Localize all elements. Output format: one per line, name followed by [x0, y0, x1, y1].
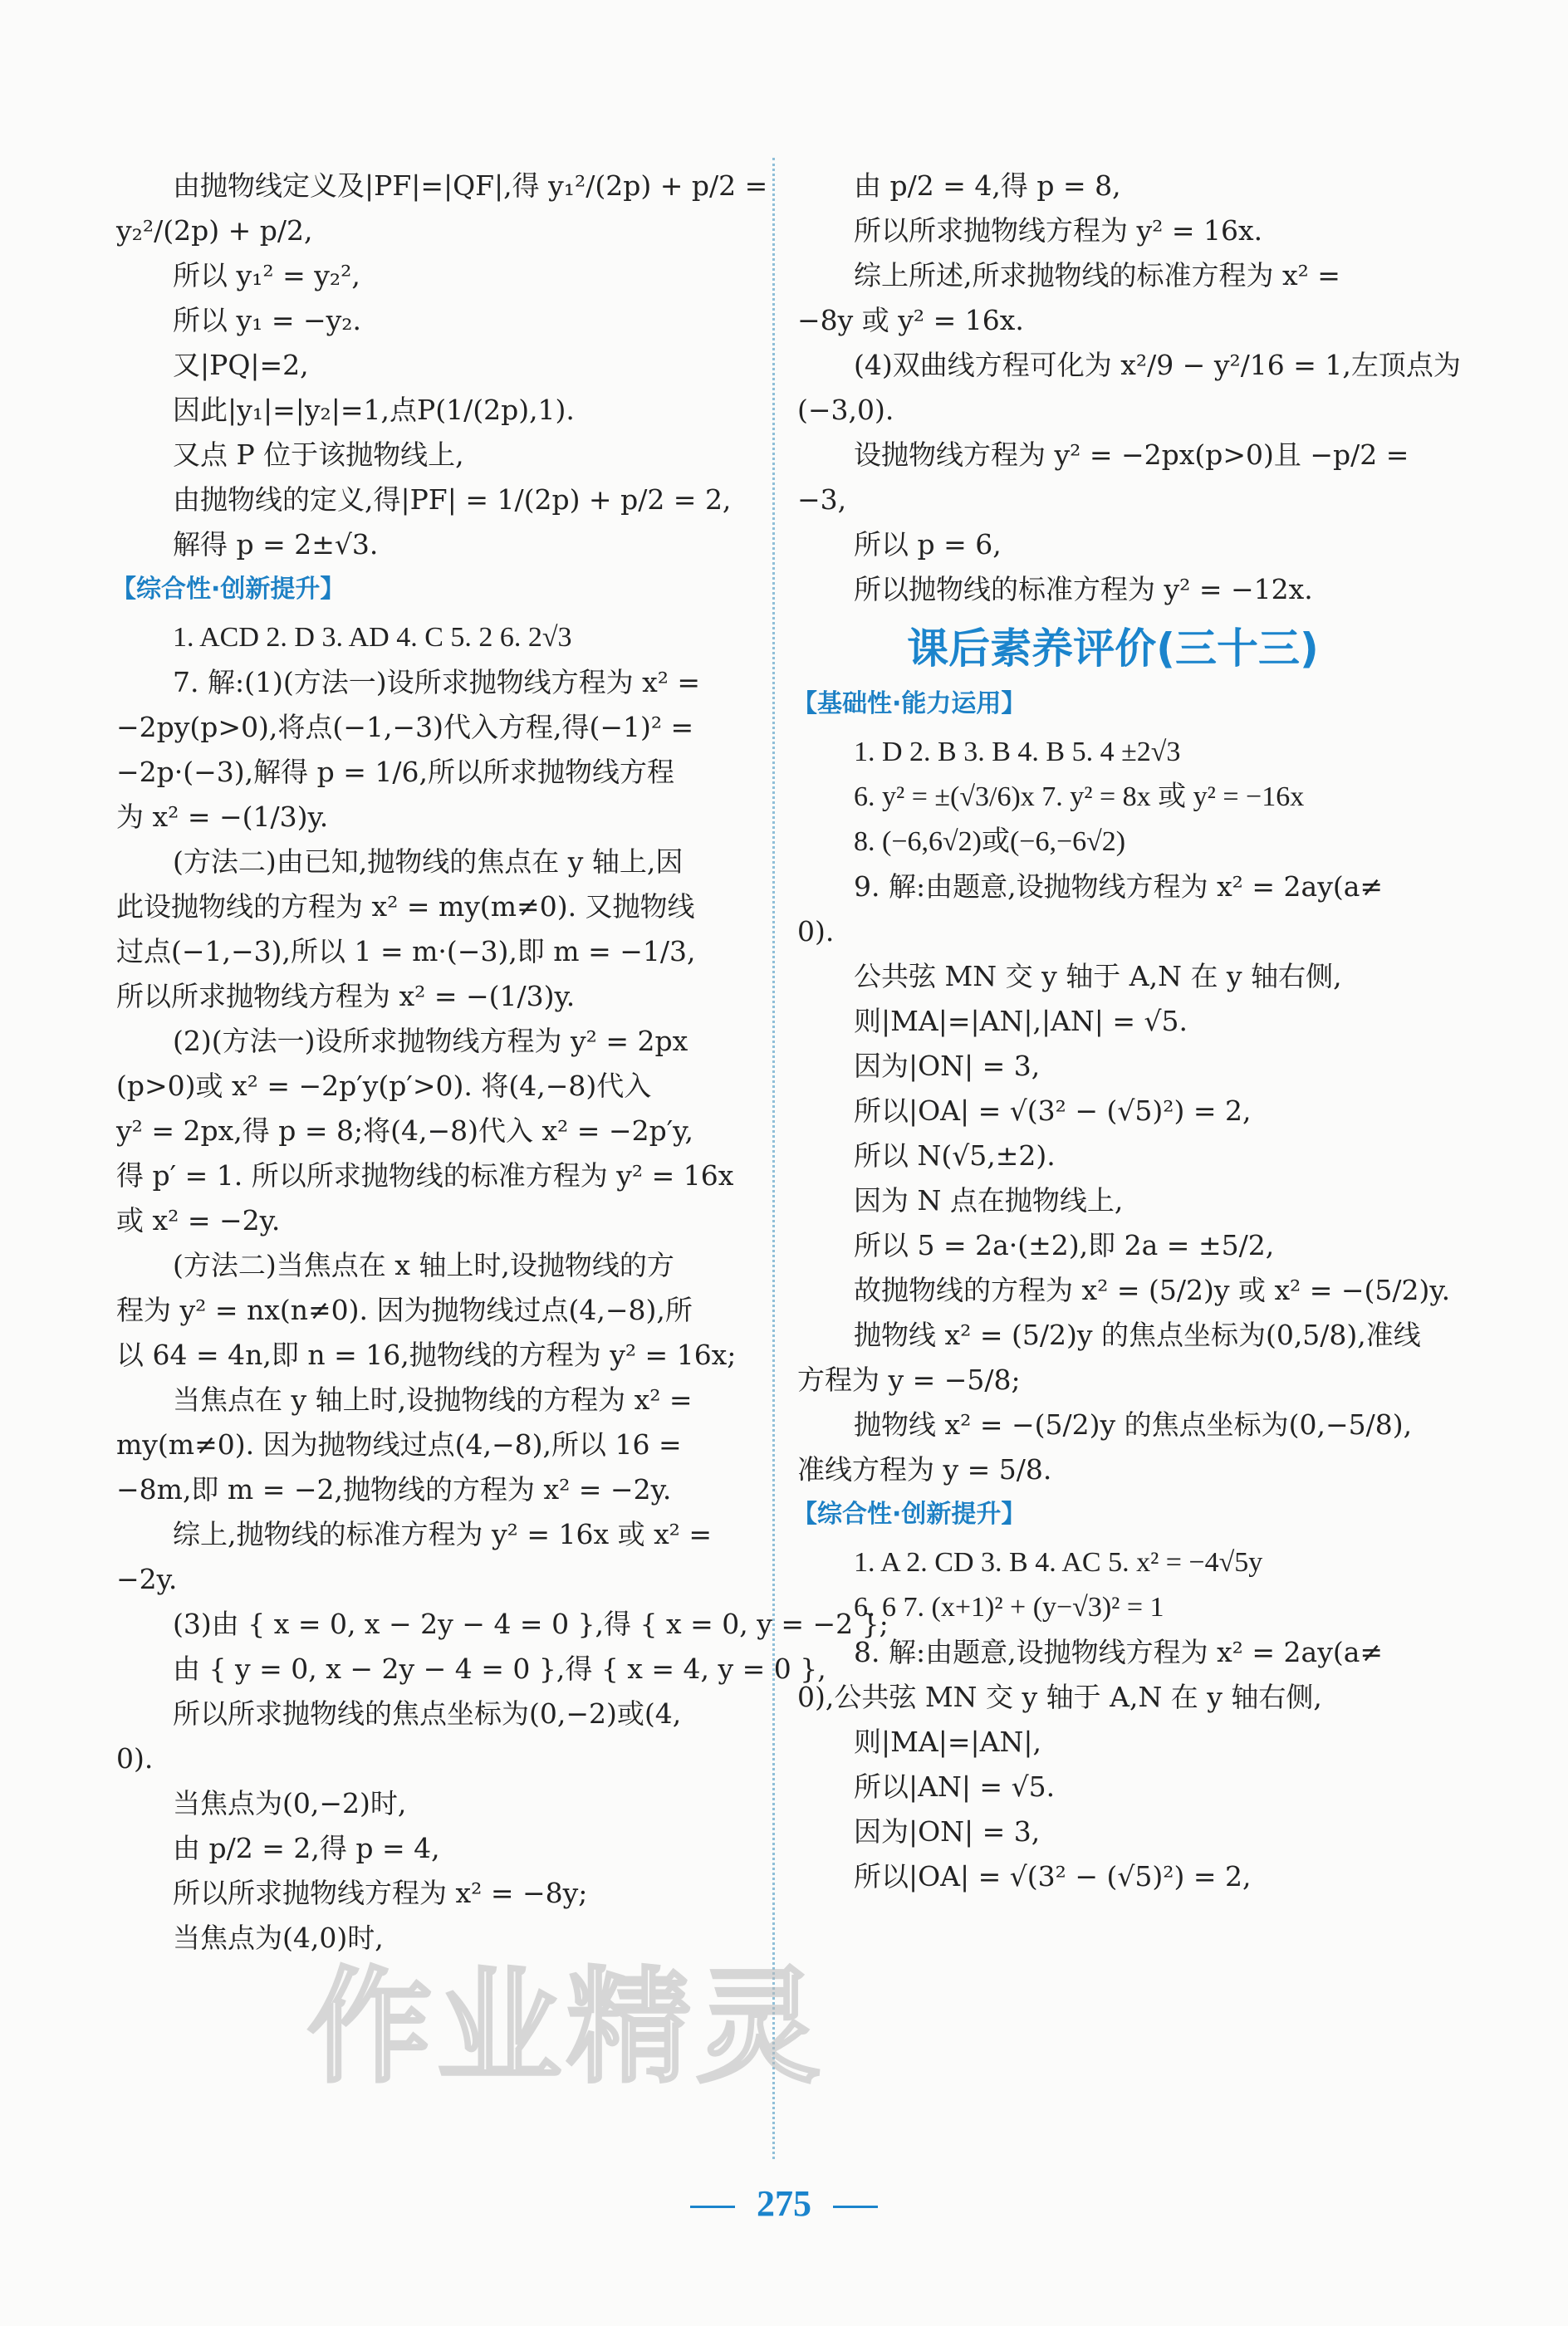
text-line: 故抛物线的方程为 x² = (5/2)y 或 x² = −(5/2)y.: [854, 1274, 1451, 1306]
text-line: 由 { y = 0, x − 2y − 4 = 0 },得 { x = 4, y = 0 },: [173, 1653, 826, 1685]
text-line: 抛物线 x² = −(5/2)y 的焦点坐标为(0,−5/8),: [854, 1408, 1413, 1441]
text-line: 所以所求抛物线方程为 y² = 16x.: [854, 214, 1263, 247]
text-line: 解得 p = 2±√3.: [173, 528, 379, 561]
answer-line: 6. y² = ±(√3/6)x 7. y² = 8x 或 y² = −16x: [854, 781, 1305, 812]
text-line: 0),公共弦 MN 交 y 轴于 A,N 在 y 轴右侧,: [797, 1681, 1322, 1713]
text-line: (−3,0).: [797, 394, 894, 426]
text-line: 抛物线 x² = (5/2)y 的焦点坐标为(0,5/8),准线: [854, 1319, 1421, 1351]
text-line: 方程为 y = −5/8;: [797, 1364, 1021, 1396]
text-line: 由抛物线的定义,得|PF| = 1/(2p) + p/2 = 2,: [173, 483, 732, 516]
text-line: 又|PQ|=2,: [173, 349, 309, 381]
text-line: 由抛物线定义及|PF|=|QF|,得 y₁²/(2p) + p/2 =: [173, 169, 768, 202]
text-line: 所以 N(√5,±2).: [854, 1139, 1056, 1172]
text-line: 0).: [116, 1742, 154, 1775]
text-line: −8y 或 y² = 16x.: [797, 304, 1024, 336]
text-line: −8m,即 m = −2,抛物线的方程为 x² = −2y.: [116, 1473, 672, 1506]
text-line: −2y.: [116, 1563, 178, 1595]
text-line: 由 p/2 = 2,得 p = 4,: [173, 1832, 440, 1864]
text-line: 所以|OA| = √(3² − (√5)²) = 2,: [854, 1860, 1252, 1893]
text-line: 所以 y₁² = y₂²,: [173, 259, 360, 291]
text-line: 以 64 = 4n,即 n = 16,抛物线的方程为 y² = 16x;: [116, 1339, 737, 1371]
text-line: 公共弦 MN 交 y 轴于 A,N 在 y 轴右侧,: [854, 960, 1342, 992]
text-line: 所以|AN| = √5.: [854, 1770, 1056, 1803]
text-line: 为 x² = −(1/3)y.: [116, 801, 329, 833]
text-line: 当焦点为(4,0)时,: [173, 1922, 384, 1954]
text-line: y² = 2px,得 p = 8;将(4,−8)代入 x² = −2p′y,: [116, 1114, 693, 1147]
text-line: 此设抛物线的方程为 x² = my(m≠0). 又抛物线: [116, 890, 695, 923]
text-line: y₂²/(2p) + p/2,: [116, 214, 313, 247]
text-line: 所以 5 = 2a·(±2),即 2a = ±5/2,: [854, 1229, 1275, 1261]
text-line: 由 p/2 = 4,得 p = 8,: [854, 169, 1121, 202]
text-line: 程为 y² = nx(n≠0). 因为抛物线过点(4,−8),所: [116, 1294, 693, 1326]
text-line: (2)(方法一)设所求抛物线方程为 y² = 2px: [173, 1025, 688, 1057]
text-line: 所以抛物线的标准方程为 y² = −12x.: [854, 573, 1313, 605]
text-line: 所以 y₁ = −y₂.: [173, 304, 362, 336]
text-line: (方法二)由已知,抛物线的焦点在 y 轴上,因: [173, 845, 684, 878]
text-line: 所以|OA| = √(3² − (√5)²) = 2,: [854, 1094, 1252, 1127]
text-line: 因为|ON| = 3,: [854, 1815, 1041, 1848]
text-line: (3)由 { x = 0, x − 2y − 4 = 0 },得 { x = 0, y = −2 };: [173, 1608, 889, 1640]
answer-line: 1. ACD 2. D 3. AD 4. C 5. 2 6. 2√3: [173, 622, 572, 653]
text-line: 因为|ON| = 3,: [854, 1050, 1041, 1082]
text-line: (p>0)或 x² = −2p′y(p′>0). 将(4,−8)代入: [116, 1070, 652, 1102]
text-line: 所以所求抛物线方程为 x² = −8y;: [173, 1877, 588, 1909]
text-line: 当焦点在 y 轴上时,设抛物线的方程为 x² =: [173, 1383, 693, 1416]
text-line: 设抛物线方程为 y² = −2px(p>0)且 −p/2 =: [854, 438, 1409, 471]
text-line: −2py(p>0),将点(−1,−3)代入方程,得(−1)² =: [116, 711, 694, 743]
section-title: 课后素养评价(三十三): [907, 624, 1319, 673]
text-line: 综上,抛物线的标准方程为 y² = 16x 或 x² =: [173, 1518, 713, 1550]
text-line: 综上所述,所求抛物线的标准方程为 x² =: [854, 259, 1340, 291]
text-line: 准线方程为 y = 5/8.: [797, 1453, 1052, 1486]
text-line: 0).: [797, 915, 835, 948]
text-line: 得 p′ = 1. 所以所求抛物线的标准方程为 y² = 16x: [116, 1159, 734, 1192]
page-number: 275: [757, 2183, 811, 2224]
section-tag: 【基础性·能力运用】: [792, 689, 1027, 718]
right-column: [792, 166, 1461, 1902]
text-line: 所以 p = 6,: [854, 528, 1002, 561]
text-line: −2p·(−3),解得 p = 1/6,所以所求抛物线方程: [116, 756, 674, 788]
text-line: my(m≠0). 因为抛物线过点(4,−8),所以 16 =: [116, 1428, 682, 1461]
text-line: 当焦点为(0,−2)时,: [173, 1787, 407, 1819]
answer-line: 1. D 2. B 3. B 4. B 5. 4 ±2√3: [854, 737, 1181, 767]
footer-dash-right: [833, 2206, 878, 2208]
section-tag: 【综合性·创新提升】: [792, 1500, 1027, 1529]
text-line: 过点(−1,−3),所以 1 = m·(−3),即 m = −1/3,: [116, 935, 696, 967]
text-line: 则|MA|=|AN|,|AN| = √5.: [854, 1005, 1188, 1037]
answer-line: 1. A 2. CD 3. B 4. AC 5. x² = −4√5y: [854, 1547, 1263, 1578]
text-line: 所以所求抛物线的焦点坐标为(0,−2)或(4,: [173, 1697, 682, 1730]
text-line: −3,: [797, 483, 847, 516]
text-line: (4)双曲线方程可化为 x²/9 − y²/16 = 1,左顶点为: [854, 349, 1461, 381]
text-line: 9. 解:由题意,设抛物线方程为 x² = 2ay(a≠: [854, 870, 1384, 903]
page-footer: [0, 2182, 1568, 2225]
text-line: 或 x² = −2y.: [116, 1204, 281, 1236]
answer-line: 8. (−6,6√2)或(−6,−6√2): [854, 826, 1126, 857]
watermark: 作业精灵: [307, 1956, 826, 2100]
section-tag: 【综合性·创新提升】: [111, 575, 345, 604]
text-line: (方法二)当焦点在 x 轴上时,设抛物线的方: [173, 1249, 674, 1281]
answer-line: 6. 6 7. (x+1)² + (y−√3)² = 1: [854, 1592, 1164, 1623]
text-line: 因此|y₁|=|y₂|=1,点P(1/(2p),1).: [173, 394, 575, 426]
column-divider: [772, 158, 775, 2159]
text-line: 因为 N 点在抛物线上,: [854, 1184, 1124, 1217]
footer-dash-left: [690, 2206, 735, 2208]
text-line: 则|MA|=|AN|,: [854, 1726, 1041, 1758]
text-line: 所以所求抛物线方程为 x² = −(1/3)y.: [116, 980, 576, 1012]
text-line: 8. 解:由题意,设抛物线方程为 x² = 2ay(a≠: [854, 1636, 1384, 1668]
text-line: 7. 解:(1)(方法一)设所求抛物线方程为 x² =: [173, 666, 701, 698]
text-line: 又点 P 位于该抛物线上,: [173, 438, 464, 471]
